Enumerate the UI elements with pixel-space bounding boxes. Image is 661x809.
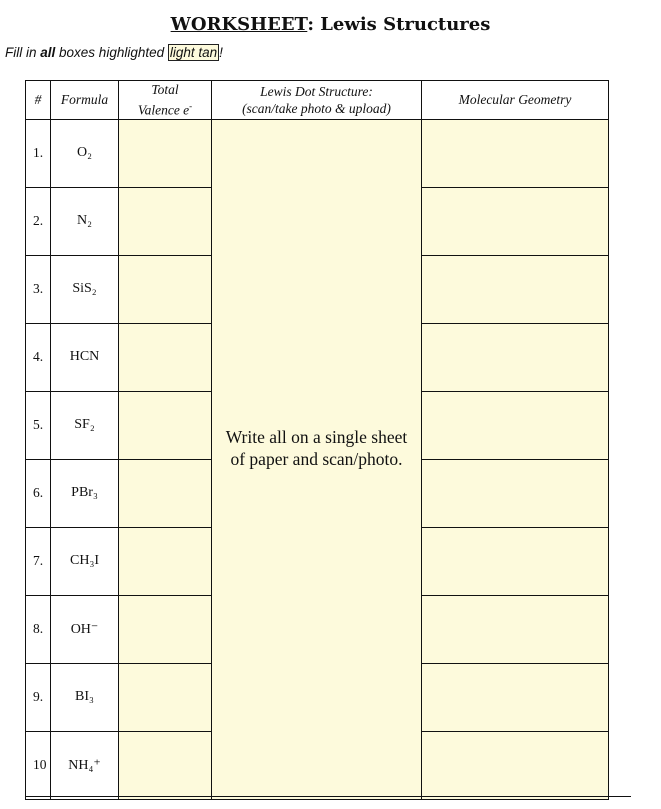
geometry-input-cell[interactable] [422,459,609,527]
row-number: 2. [26,187,51,255]
valence-input-cell[interactable] [119,527,212,595]
instructions-text-2: boxes highlighted [55,45,168,60]
formula-cell: OH⁻ [51,595,119,663]
formula-cell: SF₂ [51,391,119,459]
valence-input-cell[interactable] [119,459,212,527]
valence-input-cell[interactable] [119,255,212,323]
table-row [26,119,609,187]
row-number: 10 [26,731,51,799]
formula-cell: NH₄⁺ [51,731,119,799]
row-number: 4. [26,323,51,391]
geometry-input-cell[interactable] [422,663,609,731]
valence-input-cell[interactable] [119,663,212,731]
row-number: 1. [26,119,51,187]
formula-cell: O₂ [51,119,119,187]
geometry-input-cell[interactable] [422,323,609,391]
geometry-input-cell[interactable] [422,391,609,459]
worksheet-table [25,80,609,800]
geometry-input-cell[interactable] [422,595,609,663]
header-formula: Formula [51,81,119,120]
geometry-input-cell[interactable] [422,119,609,187]
header-number: # [26,81,51,120]
valence-input-cell[interactable] [119,731,212,799]
formula-cell: PBr₃ [51,459,119,527]
geometry-input-cell[interactable] [422,255,609,323]
header-valence-sup: - [189,101,193,111]
header-valence-line1: Total [151,82,179,97]
header-lewis-line2: (scan/take photo & upload) [242,100,391,116]
formula-cell: SiS₂ [51,255,119,323]
row-number: 5. [26,391,51,459]
row-number: 9. [26,663,51,731]
instructions-text-1: Fill in [5,45,41,60]
title-underlined: WORKSHEET [170,14,308,35]
header-geometry: Molecular Geometry [422,81,609,120]
formula-cell: BI₃ [51,663,119,731]
geometry-input-cell[interactable] [422,527,609,595]
row-number: 7. [26,527,51,595]
header-row [26,81,609,120]
header-valence-line2: Valence e [137,102,190,118]
row-number: 6. [26,459,51,527]
instructions-text-3: ! [219,45,223,60]
geometry-input-cell[interactable] [422,731,609,799]
title-rest: : Lewis Structures [307,14,491,35]
valence-input-cell[interactable] [119,119,212,187]
row-number: 8. [26,595,51,663]
row-number: 3. [26,255,51,323]
header-valence [119,81,212,120]
geometry-input-cell[interactable] [422,187,609,255]
valence-input-cell[interactable] [119,391,212,459]
lewis-note: Write all on a single sheet of paper and scan/photo. [225,427,408,469]
valence-input-cell[interactable] [119,595,212,663]
header-lewis-line1: Lewis Dot Structure: [260,83,373,99]
valence-input-cell[interactable] [119,323,212,391]
instructions [5,45,223,60]
instructions-highlight: light tan [169,45,218,60]
formula-cell: CH₃I [51,527,119,595]
valence-input-cell[interactable] [119,187,212,255]
lewis-structure-cell[interactable] [212,119,422,799]
header-lewis [212,81,422,120]
page-title [0,14,661,35]
bottom-rule [25,796,631,797]
formula-cell: HCN [51,323,119,391]
instructions-bold: all [40,45,56,60]
formula-cell: N₂ [51,187,119,255]
